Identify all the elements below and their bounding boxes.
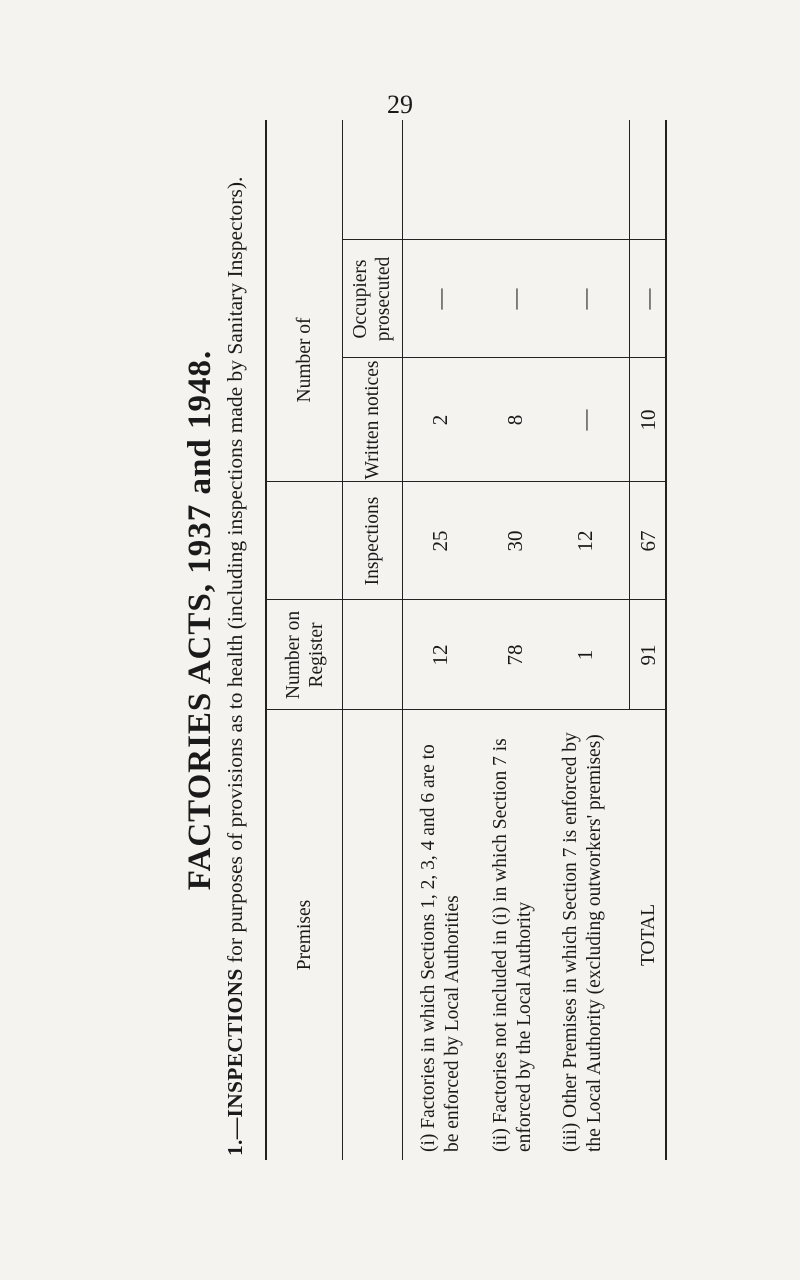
total-rule — [629, 120, 630, 710]
page-title: FACTORIES ACTS, 1937 and 1948. — [182, 349, 218, 891]
total-occupiers-prosecuted: — — [636, 288, 660, 310]
subtitle-text: for purposes of provisions as to health (including inspections made by Sanitary Inspectors). — [223, 176, 247, 969]
header-premises: Premises — [294, 899, 315, 971]
row-label-ii: (ii) Factories not included in (i) in which Section 7 is enforced by the Local Authority — [490, 738, 535, 1152]
row-i-occupiers-prosecuted: — — [428, 288, 452, 310]
header-number-of: Number of — [294, 317, 315, 403]
row-iii-written-notices: — — [573, 409, 597, 431]
rotated-page-content — [180, 80, 740, 1160]
inspections-table — [265, 120, 667, 1160]
heading — [180, 80, 250, 1160]
total-register: 91 — [636, 644, 660, 666]
row-iii-inspections: 12 — [573, 530, 597, 552]
header-bottom-rule — [402, 120, 403, 1160]
row-label-iii: (iii) Other Premises in which Section 7 is enforced by the Local Authority (excluding outworkers' premises) — [560, 732, 605, 1152]
row-ii-written-notices: 8 — [503, 414, 527, 426]
total-label: TOTAL — [637, 904, 659, 966]
header-written-notices: Written notices — [361, 360, 383, 480]
row-label-i: (i) Factories in which Sections 1, 2, 3, 4 and 6 are to be enforced by Local Authorities — [418, 744, 463, 1152]
row-i-written-notices: 2 — [428, 414, 452, 426]
header-occupiers-prosecuted: Occupiers prosecuted — [350, 256, 394, 342]
table-subtitle — [220, 80, 250, 1160]
row-iii-occupiers-prosecuted: — — [573, 288, 597, 310]
page-number: 29 — [387, 90, 413, 119]
row-ii-inspections: 30 — [503, 530, 527, 552]
row-i-inspections: 25 — [428, 530, 452, 552]
total-inspections: 67 — [636, 530, 660, 552]
row-i-register: 12 — [428, 644, 452, 666]
row-ii-register: 78 — [503, 644, 527, 666]
subtitle-prefix: 1.—INSPECTIONS — [223, 968, 247, 1156]
header-register: Number on Register — [282, 610, 327, 700]
row-ii-occupiers-prosecuted: — — [503, 288, 527, 310]
row-iii-register: 1 — [573, 649, 597, 661]
total-written-notices: 10 — [636, 409, 660, 431]
header-inspections: Inspections — [361, 496, 383, 586]
